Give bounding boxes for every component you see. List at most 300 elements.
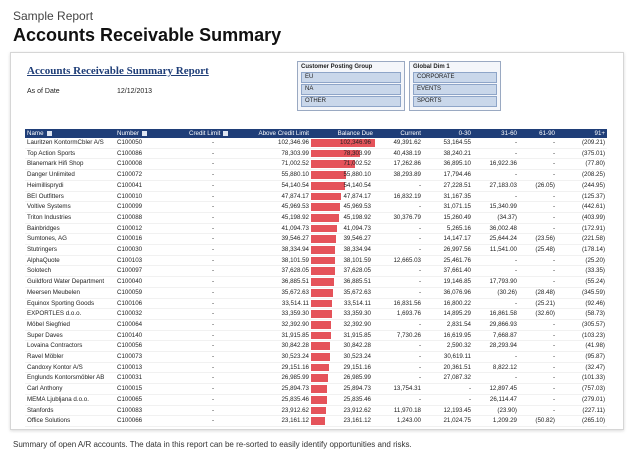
- cell-91-plus: (209.21): [557, 138, 607, 148]
- cell-0-30: -: [423, 384, 473, 395]
- table-row[interactable]: [25, 234, 607, 245]
- cell-balance-due: [311, 159, 375, 170]
- table-row[interactable]: [25, 298, 607, 309]
- cell-current: -: [375, 352, 423, 363]
- cell-0-30: 26,997.56: [423, 245, 473, 256]
- cell-name: Englunds Kontorsmöbler AB: [25, 373, 115, 384]
- cell-0-30: 12,193.45: [423, 405, 473, 416]
- cell-number: C100086: [115, 148, 187, 159]
- cell-current: 12,665.03: [375, 255, 423, 266]
- cell-name: Top Action Sports: [25, 148, 115, 159]
- cell-31-60: -: [473, 255, 519, 266]
- as-of-value: 12/12/2013: [117, 88, 153, 95]
- cell-91-plus: (403.99): [557, 212, 607, 223]
- cell-above-credit-limit: 38,101.59: [239, 255, 311, 266]
- cell-31-60: (30.26): [473, 287, 519, 298]
- cell-name: AlphaQuote: [25, 255, 115, 266]
- cell-31-60: 15,340.99: [473, 202, 519, 213]
- cell-credit-limit: -: [187, 223, 239, 234]
- cell-current: -: [375, 202, 423, 213]
- cell-credit-limit: -: [187, 341, 239, 352]
- cell-0-30: 2,590.32: [423, 341, 473, 352]
- cell-credit-limit: -: [187, 202, 239, 213]
- cell-credit-limit: -: [187, 362, 239, 373]
- cell-31-60: 16,861.58: [473, 309, 519, 320]
- cell-91-plus: (345.59): [557, 287, 607, 298]
- balance-value: 31,915.85: [343, 331, 371, 339]
- slicer-global-dim-1: [409, 61, 501, 111]
- cell-31-60: -: [473, 352, 519, 363]
- report-caption: Summary of open A/R accounts. The data in this report can be re-sorted to easily identify opportunities and risks.: [13, 440, 412, 449]
- cell-0-30: 20,361.51: [423, 362, 473, 373]
- col-header-balance-due[interactable]: Balance Due: [311, 129, 375, 138]
- cell-name: Super Daves: [25, 330, 115, 341]
- cell-0-30: 27,228.51: [423, 180, 473, 191]
- cell-number: C100103: [115, 255, 187, 266]
- cell-61-90: -: [519, 191, 557, 202]
- cell-balance-due: [311, 138, 375, 148]
- cell-credit-limit: -: [187, 373, 239, 384]
- balance-value: 30,523.24: [343, 353, 371, 361]
- table-row[interactable]: [25, 255, 607, 266]
- cell-current: -: [375, 180, 423, 191]
- cell-name: Sumtones, AG: [25, 234, 115, 245]
- cell-balance-due: [311, 245, 375, 256]
- balance-value: 54,140.54: [343, 181, 371, 189]
- cell-0-30: 19,146.85: [423, 277, 473, 288]
- table-row[interactable]: [25, 384, 607, 395]
- balance-value: 26,985.99: [343, 374, 371, 382]
- cell-0-30: 14,147.17: [423, 234, 473, 245]
- table-row[interactable]: [25, 319, 607, 330]
- cell-number: C100083: [115, 405, 187, 416]
- cell-0-30: 36,895.10: [423, 159, 473, 170]
- cell-name: Ravel Möbler: [25, 352, 115, 363]
- cell-91-plus: (208.25): [557, 170, 607, 181]
- ar-table: [25, 129, 607, 427]
- col-header-61-90[interactable]: 61-90: [519, 129, 557, 138]
- cell-61-90: -: [519, 352, 557, 363]
- cell-31-60: -: [473, 298, 519, 309]
- cell-balance-due: [311, 223, 375, 234]
- cell-credit-limit: -: [187, 170, 239, 181]
- cell-credit-limit: -: [187, 148, 239, 159]
- filter-dropdown-icon[interactable]: [223, 131, 228, 136]
- cell-number: C100013: [115, 362, 187, 373]
- cell-number: C100040: [115, 277, 187, 288]
- cell-balance-due: [311, 170, 375, 181]
- cell-91-plus: (279.01): [557, 394, 607, 405]
- cell-name: Equinox Sporting Goods: [25, 298, 115, 309]
- cell-91-plus: (92.46): [557, 298, 607, 309]
- cell-name: Office Solutions: [25, 416, 115, 427]
- cell-name: Stutringers: [25, 245, 115, 256]
- cell-above-credit-limit: 102,346.96: [239, 138, 311, 148]
- cell-credit-limit: -: [187, 277, 239, 288]
- cell-above-credit-limit: 30,842.28: [239, 341, 311, 352]
- cell-61-90: -: [519, 405, 557, 416]
- cell-above-credit-limit: 71,002.52: [239, 159, 311, 170]
- filter-dropdown-icon[interactable]: [142, 131, 147, 136]
- col-header-31-60[interactable]: 31-60: [473, 129, 519, 138]
- cell-balance-due: [311, 191, 375, 202]
- cell-number: C100041: [115, 180, 187, 191]
- cell-current: 1,243.00: [375, 416, 423, 427]
- report-panel: [10, 52, 624, 430]
- balance-value: 23,161.12: [343, 417, 371, 425]
- table-row[interactable]: [25, 405, 607, 416]
- cell-91-plus: (305.57): [557, 319, 607, 330]
- cell-91-plus: (757.03): [557, 384, 607, 395]
- cell-31-60: -: [473, 373, 519, 384]
- cell-name: Lovaina Contractors: [25, 341, 115, 352]
- cell-above-credit-limit: 78,303.99: [239, 148, 311, 159]
- slicer-item-na[interactable]: NA: [301, 84, 401, 95]
- cell-number: C100056: [115, 341, 187, 352]
- cell-61-90: -: [519, 148, 557, 159]
- cell-current: -: [375, 277, 423, 288]
- balance-value: 38,101.59: [343, 256, 371, 264]
- cell-above-credit-limit: 26,985.99: [239, 373, 311, 384]
- slicer-item-eu[interactable]: EU: [301, 72, 401, 83]
- cell-31-60: (34.37): [473, 212, 519, 223]
- page-title: Accounts Receivable Summary: [13, 25, 282, 45]
- cell-0-30: 16,800.22: [423, 298, 473, 309]
- cell-credit-limit: -: [187, 234, 239, 245]
- cell-current: 16,831.56: [375, 298, 423, 309]
- cell-credit-limit: -: [187, 330, 239, 341]
- cell-61-90: -: [519, 138, 557, 148]
- cell-current: 49,391.62: [375, 138, 423, 148]
- table-row[interactable]: [25, 373, 607, 384]
- cell-balance-due: [311, 394, 375, 405]
- cell-above-credit-limit: 38,334.94: [239, 245, 311, 256]
- col-header-credit-limit[interactable]: Credit Limit: [187, 129, 239, 138]
- cell-31-60: 1,209.29: [473, 416, 519, 427]
- cell-above-credit-limit: 47,874.17: [239, 191, 311, 202]
- cell-61-90: (28.48): [519, 287, 557, 298]
- table-row[interactable]: [25, 309, 607, 320]
- table-row[interactable]: [25, 170, 607, 181]
- cell-credit-limit: -: [187, 405, 239, 416]
- cell-number: C100016: [115, 234, 187, 245]
- slicer-title: Global Dim 1: [413, 64, 450, 70]
- cell-61-90: -: [519, 170, 557, 181]
- table-row[interactable]: [25, 212, 607, 223]
- cell-number: C100059: [115, 287, 187, 298]
- cell-current: 13,754.31: [375, 384, 423, 395]
- cell-current: 16,832.19: [375, 191, 423, 202]
- cell-current: 17,262.86: [375, 159, 423, 170]
- cell-name: Möbel Siegfried: [25, 319, 115, 330]
- cell-61-90: -: [519, 212, 557, 223]
- cell-above-credit-limit: 45,969.53: [239, 202, 311, 213]
- cell-61-90: -: [519, 223, 557, 234]
- cell-0-30: 53,164.55: [423, 138, 473, 148]
- cell-31-60: -: [473, 266, 519, 277]
- cell-0-30: 21,024.75: [423, 416, 473, 427]
- cell-name: Stanfords: [25, 405, 115, 416]
- table-row[interactable]: [25, 277, 607, 288]
- cell-61-90: -: [519, 255, 557, 266]
- cell-91-plus: (103.23): [557, 330, 607, 341]
- table-row[interactable]: [25, 416, 607, 427]
- cell-number: C100097: [115, 266, 187, 277]
- balance-value: 35,672.63: [343, 288, 371, 296]
- cell-above-credit-limit: 54,140.54: [239, 180, 311, 191]
- slicer-title: Customer Posting Group: [301, 64, 373, 70]
- cell-0-30: 14,895.29: [423, 309, 473, 320]
- cell-current: 30,376.79: [375, 212, 423, 223]
- cell-91-plus: (77.80): [557, 159, 607, 170]
- cell-91-plus: (178.14): [557, 245, 607, 256]
- cell-number: C100065: [115, 394, 187, 405]
- cell-31-60: 8,822.12: [473, 362, 519, 373]
- cell-91-plus: (125.37): [557, 191, 607, 202]
- col-header-91-plus[interactable]: 91+: [557, 129, 607, 138]
- cell-balance-due: [311, 319, 375, 330]
- cell-credit-limit: -: [187, 266, 239, 277]
- col-header-0-30[interactable]: 0-30: [423, 129, 473, 138]
- cell-balance-due: [311, 234, 375, 245]
- cell-credit-limit: -: [187, 352, 239, 363]
- cell-above-credit-limit: 33,359.30: [239, 309, 311, 320]
- cell-61-90: -: [519, 266, 557, 277]
- cell-current: 11,970.18: [375, 405, 423, 416]
- cell-31-60: 25,644.24: [473, 234, 519, 245]
- filter-dropdown-icon[interactable]: [47, 131, 52, 136]
- cell-61-90: (50.82): [519, 416, 557, 427]
- cell-above-credit-limit: 31,915.85: [239, 330, 311, 341]
- table-row[interactable]: [25, 245, 607, 256]
- balance-value: 47,874.17: [343, 192, 371, 200]
- cell-above-credit-limit: 23,161.12: [239, 416, 311, 427]
- balance-value: 32,392.90: [343, 320, 371, 328]
- table-row[interactable]: [25, 148, 607, 159]
- cell-credit-limit: -: [187, 319, 239, 330]
- cell-61-90: -: [519, 384, 557, 395]
- cell-31-60: 28,293.94: [473, 341, 519, 352]
- cell-name: MEMA Ljubljana d.o.o.: [25, 394, 115, 405]
- cell-31-60: (23.90): [473, 405, 519, 416]
- cell-balance-due: [311, 255, 375, 266]
- balance-value: 33,514.11: [343, 299, 371, 307]
- col-header-name[interactable]: Name: [25, 129, 115, 138]
- table-header-row: [25, 129, 607, 138]
- cell-0-30: 31,071.15: [423, 202, 473, 213]
- table-row[interactable]: [25, 223, 607, 234]
- cell-above-credit-limit: 36,885.51: [239, 277, 311, 288]
- cell-above-credit-limit: 30,523.24: [239, 352, 311, 363]
- cell-0-30: -: [423, 394, 473, 405]
- cell-0-30: 27,087.32: [423, 373, 473, 384]
- cell-credit-limit: -: [187, 384, 239, 395]
- balance-value: 39,546.27: [343, 235, 371, 243]
- cell-current: 40,438.19: [375, 148, 423, 159]
- cell-credit-limit: -: [187, 255, 239, 266]
- cell-above-credit-limit: 37,628.05: [239, 266, 311, 277]
- cell-current: -: [375, 223, 423, 234]
- cell-0-30: 38,240.21: [423, 148, 473, 159]
- slicer-item-corporate[interactable]: CORPORATE: [413, 72, 497, 83]
- cell-61-90: (25.48): [519, 245, 557, 256]
- cell-91-plus: (41.98): [557, 341, 607, 352]
- table-row[interactable]: [25, 352, 607, 363]
- balance-value: 23,912.62: [343, 406, 371, 414]
- cell-current: 1,693.76: [375, 309, 423, 320]
- cell-31-60: 26,114.47: [473, 394, 519, 405]
- cell-credit-limit: -: [187, 180, 239, 191]
- cell-current: 38,293.89: [375, 170, 423, 181]
- cell-above-credit-limit: 29,151.16: [239, 362, 311, 373]
- cell-61-90: -: [519, 277, 557, 288]
- cell-number: C100010: [115, 191, 187, 202]
- cell-name: Voltive Systems: [25, 202, 115, 213]
- cell-number: C100064: [115, 319, 187, 330]
- cell-balance-due: [311, 330, 375, 341]
- cell-number: C100088: [115, 212, 187, 223]
- cell-above-credit-limit: 25,835.46: [239, 394, 311, 405]
- cell-number: C100030: [115, 245, 187, 256]
- cell-31-60: 7,668.87: [473, 330, 519, 341]
- slicer-item-other[interactable]: OTHER: [301, 96, 401, 107]
- cell-91-plus: (25.20): [557, 255, 607, 266]
- cell-number: C100099: [115, 202, 187, 213]
- cell-credit-limit: -: [187, 309, 239, 320]
- cell-balance-due: [311, 309, 375, 320]
- cell-credit-limit: -: [187, 159, 239, 170]
- table-row[interactable]: [25, 138, 607, 148]
- cell-91-plus: (95.87): [557, 352, 607, 363]
- slicer-item-sports[interactable]: SPORTS: [413, 96, 497, 107]
- balance-value: 30,842.28: [343, 342, 371, 350]
- cell-31-60: 17,793.90: [473, 277, 519, 288]
- cell-0-30: 25,461.76: [423, 255, 473, 266]
- cell-31-60: 12,897.45: [473, 384, 519, 395]
- cell-balance-due: [311, 202, 375, 213]
- cell-31-60: -: [473, 191, 519, 202]
- cell-above-credit-limit: 41,094.73: [239, 223, 311, 234]
- table-row[interactable]: [25, 180, 607, 191]
- cell-number: C100050: [115, 138, 187, 148]
- cell-0-30: 17,794.46: [423, 170, 473, 181]
- cell-current: -: [375, 362, 423, 373]
- cell-current: -: [375, 319, 423, 330]
- cell-91-plus: (244.95): [557, 180, 607, 191]
- cell-0-30: 31,167.35: [423, 191, 473, 202]
- table-row[interactable]: [25, 330, 607, 341]
- cell-name: Lauritzen KontormCbler A/S: [25, 138, 115, 148]
- table-row[interactable]: [25, 202, 607, 213]
- page-kicker: Sample Report: [13, 9, 94, 23]
- cell-61-90: (26.05): [519, 180, 557, 191]
- cell-name: Candoxy Kontor A/S: [25, 362, 115, 373]
- cell-0-30: 2,831.54: [423, 319, 473, 330]
- cell-balance-due: [311, 373, 375, 384]
- cell-0-30: 15,260.49: [423, 212, 473, 223]
- cell-name: Blanemark Hifi Shop: [25, 159, 115, 170]
- cell-0-30: 37,661.40: [423, 266, 473, 277]
- cell-credit-limit: -: [187, 298, 239, 309]
- cell-credit-limit: -: [187, 191, 239, 202]
- col-header-above-credit-limit[interactable]: Above Credit Limit: [239, 129, 311, 138]
- cell-current: -: [375, 266, 423, 277]
- cell-name: Bainbridges: [25, 223, 115, 234]
- balance-value: 45,969.53: [343, 203, 371, 211]
- balance-value: 71,002.52: [343, 160, 371, 168]
- cell-name: Solotech: [25, 266, 115, 277]
- table-row[interactable]: [25, 266, 607, 277]
- cell-31-60: 11,541.00: [473, 245, 519, 256]
- cell-61-90: -: [519, 319, 557, 330]
- as-of-label: As of Date: [27, 88, 60, 95]
- balance-value: 41,094.73: [343, 224, 371, 232]
- table-row[interactable]: [25, 287, 607, 298]
- cell-61-90: -: [519, 373, 557, 384]
- cell-number: C100008: [115, 159, 187, 170]
- table-row[interactable]: [25, 159, 607, 170]
- cell-0-30: 5,265.16: [423, 223, 473, 234]
- cell-61-90: -: [519, 159, 557, 170]
- cell-0-30: 30,619.11: [423, 352, 473, 363]
- cell-0-30: 16,619.95: [423, 330, 473, 341]
- cell-above-credit-limit: 23,912.62: [239, 405, 311, 416]
- cell-name: Meersen Meubelen: [25, 287, 115, 298]
- cell-number: C100072: [115, 170, 187, 181]
- report-title[interactable]: Accounts Receivable Summary Report: [27, 65, 209, 77]
- cell-credit-limit: -: [187, 138, 239, 148]
- cell-number: C100012: [115, 223, 187, 234]
- cell-balance-due: [311, 352, 375, 363]
- cell-name: Guildford Water Department: [25, 277, 115, 288]
- cell-number: C100073: [115, 352, 187, 363]
- cell-current: -: [375, 245, 423, 256]
- table-row[interactable]: [25, 394, 607, 405]
- balance-value: 25,894.73: [343, 385, 371, 393]
- cell-91-plus: (172.91): [557, 223, 607, 234]
- cell-balance-due: [311, 416, 375, 427]
- cell-balance-due: [311, 287, 375, 298]
- cell-name: Triton Industries: [25, 212, 115, 223]
- balance-value: 36,885.51: [343, 278, 371, 286]
- cell-61-90: -: [519, 341, 557, 352]
- cell-balance-due: [311, 266, 375, 277]
- slicer-item-events[interactable]: EVENTS: [413, 84, 497, 95]
- col-header-current[interactable]: Current: [375, 129, 423, 138]
- cell-above-credit-limit: 25,894.73: [239, 384, 311, 395]
- table-row[interactable]: [25, 191, 607, 202]
- cell-number: C100032: [115, 309, 187, 320]
- cell-balance-due: [311, 180, 375, 191]
- cell-current: 7,730.26: [375, 330, 423, 341]
- table-row[interactable]: [25, 362, 607, 373]
- cell-91-plus: (33.35): [557, 266, 607, 277]
- cell-91-plus: (227.11): [557, 405, 607, 416]
- cell-balance-due: [311, 384, 375, 395]
- table-row[interactable]: [25, 341, 607, 352]
- cell-61-90: (32.60): [519, 309, 557, 320]
- cell-current: -: [375, 394, 423, 405]
- cell-name: BEI Outfitters: [25, 191, 115, 202]
- cell-31-60: 36,002.48: [473, 223, 519, 234]
- cell-credit-limit: -: [187, 245, 239, 256]
- cell-balance-due: [311, 405, 375, 416]
- cell-current: -: [375, 373, 423, 384]
- cell-number: C100015: [115, 384, 187, 395]
- col-header-number[interactable]: Number: [115, 129, 187, 138]
- balance-value: 45,198.92: [343, 213, 371, 221]
- cell-credit-limit: -: [187, 416, 239, 427]
